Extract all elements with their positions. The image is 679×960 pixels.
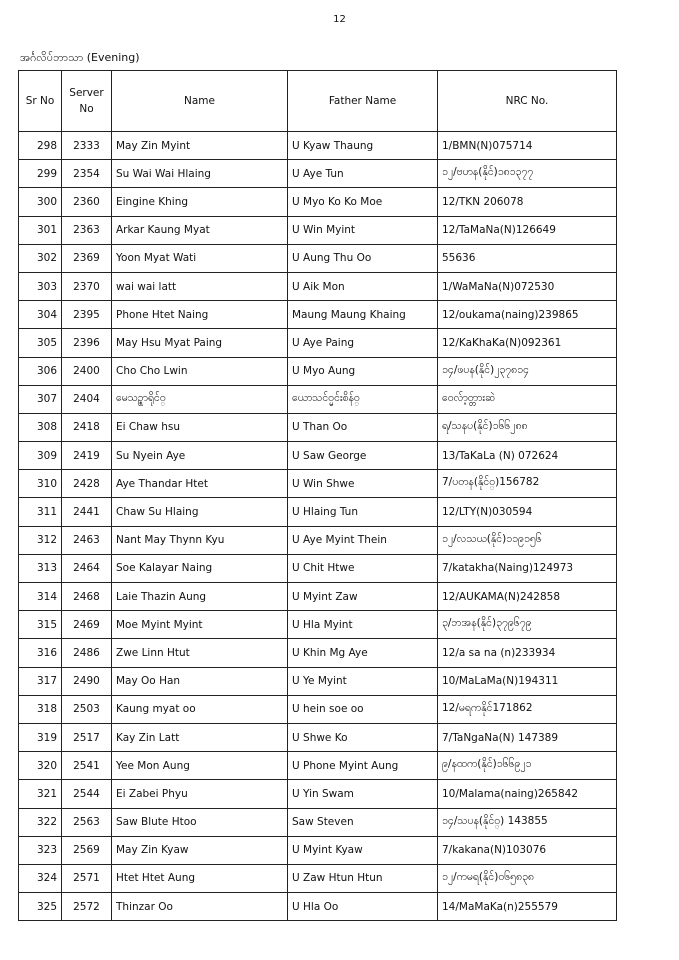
cell-server-no: 2333 (62, 132, 112, 160)
cell-name: wai wai latt (112, 272, 288, 300)
cell-name: မေသဉ္စာရိုင်ဝ္ (112, 385, 288, 413)
table-row (19, 893, 617, 921)
cell-sr-no: 318 (19, 695, 62, 723)
cell-server-no: 2517 (62, 723, 112, 751)
cell-nrc-no: 7/ပတန(နိုင်ဝ္)156782 (438, 470, 617, 498)
cell-nrc-no: ၁၂/လသယ(နိုင်)၁၁၉၁၅၆ (438, 526, 617, 554)
cell-nrc-no: ၁၄/သပန(နိုင်ဝ္) 143855 (438, 808, 617, 836)
cell-sr-no: 320 (19, 752, 62, 780)
cell-nrc-no: 14/MaMaKa(n)255579 (438, 893, 617, 921)
cell-sr-no: 299 (19, 160, 62, 188)
cell-sr-no: 307 (19, 385, 62, 413)
cell-nrc-no: 12/TaMaNa(N)126649 (438, 216, 617, 244)
cell-server-no: 2490 (62, 667, 112, 695)
cell-nrc-no: 7/TaNgaNa(N) 147389 (438, 723, 617, 751)
cell-name: Yee Mon Aung (112, 752, 288, 780)
table-row (19, 554, 617, 582)
table-row (19, 639, 617, 667)
cell-sr-no: 322 (19, 808, 62, 836)
cell-father-name: U Hlaing Tun (288, 498, 438, 526)
cell-father-name: U Aik Mon (288, 272, 438, 300)
cell-name: Nant May Thynn Kyu (112, 526, 288, 554)
cell-nrc-no: 10/Malama(naing)265842 (438, 780, 617, 808)
cell-server-no: 2503 (62, 695, 112, 723)
cell-server-no: 2563 (62, 808, 112, 836)
cell-name: Yoon Myat Wati (112, 244, 288, 272)
header-sr-no: Sr No (19, 71, 62, 132)
cell-name: Kaung myat oo (112, 695, 288, 723)
cell-nrc-no: 12/မရကနိုင်171862 (438, 695, 617, 723)
cell-nrc-no: 1/BMN(N)075714 (438, 132, 617, 160)
cell-server-no: 2469 (62, 611, 112, 639)
cell-sr-no: 304 (19, 301, 62, 329)
cell-sr-no: 313 (19, 554, 62, 582)
cell-sr-no: 303 (19, 272, 62, 300)
cell-name: Htet Htet Aung (112, 864, 288, 892)
cell-father-name: U Chit Htwe (288, 554, 438, 582)
cell-father-name: U Zaw Htun Htun (288, 864, 438, 892)
cell-sr-no: 325 (19, 893, 62, 921)
cell-server-no: 2464 (62, 554, 112, 582)
cell-server-no: 2396 (62, 329, 112, 357)
cell-sr-no: 301 (19, 216, 62, 244)
header-nrc-no: NRC No. (438, 71, 617, 132)
table-row (19, 526, 617, 554)
cell-name: Aye Thandar Htet (112, 470, 288, 498)
cell-server-no: 2541 (62, 752, 112, 780)
cell-name: Ei Chaw hsu (112, 413, 288, 441)
cell-name: Arkar Kaung Myat (112, 216, 288, 244)
cell-nrc-no: 7/kakana(N)103076 (438, 836, 617, 864)
cell-nrc-no: 12/LTY(N)030594 (438, 498, 617, 526)
cell-father-name: U Aye Tun (288, 160, 438, 188)
cell-server-no: 2360 (62, 188, 112, 216)
table-row (19, 752, 617, 780)
cell-server-no: 2441 (62, 498, 112, 526)
cell-sr-no: 319 (19, 723, 62, 751)
cell-father-name: U Hla Myint (288, 611, 438, 639)
cell-nrc-no: ၉/နထက(နိုင်)၁၆၆၉၂၁ (438, 752, 617, 780)
cell-name: Cho Cho Lwin (112, 357, 288, 385)
table-row (19, 808, 617, 836)
cell-server-no: 2370 (62, 272, 112, 300)
table-row (19, 836, 617, 864)
cell-father-name: U Myo Aung (288, 357, 438, 385)
cell-nrc-no: 12/oukama(naing)239865 (438, 301, 617, 329)
cell-father-name: U Khin Mg Aye (288, 639, 438, 667)
cell-name: May Oo Han (112, 667, 288, 695)
cell-sr-no: 308 (19, 413, 62, 441)
cell-sr-no: 305 (19, 329, 62, 357)
cell-server-no: 2544 (62, 780, 112, 808)
cell-nrc-no: 55636 (438, 244, 617, 272)
cell-name: Moe Myint Myint (112, 611, 288, 639)
cell-nrc-no: 7/katakha(Naing)124973 (438, 554, 617, 582)
cell-name: Eingine Khing (112, 188, 288, 216)
cell-father-name: U Yin Swam (288, 780, 438, 808)
cell-father-name: U Myint Kyaw (288, 836, 438, 864)
table-row (19, 498, 617, 526)
cell-sr-no: 323 (19, 836, 62, 864)
cell-father-name: U Kyaw Thaung (288, 132, 438, 160)
cell-father-name: U Myint Zaw (288, 583, 438, 611)
cell-name: May Zin Kyaw (112, 836, 288, 864)
cell-nrc-no: 12/AUKAMA(N)242858 (438, 583, 617, 611)
table-row (19, 160, 617, 188)
cell-father-name: U Phone Myint Aung (288, 752, 438, 780)
cell-name: May Zin Myint (112, 132, 288, 160)
table-row (19, 244, 617, 272)
cell-server-no: 2418 (62, 413, 112, 441)
cell-sr-no: 300 (19, 188, 62, 216)
cell-server-no: 2395 (62, 301, 112, 329)
cell-name: Su Nyein Aye (112, 442, 288, 470)
cell-nrc-no: 1/WaMaNa(N)072530 (438, 272, 617, 300)
cell-nrc-no: 12/TKN 206078 (438, 188, 617, 216)
cell-sr-no: 311 (19, 498, 62, 526)
cell-father-name: U Aye Paing (288, 329, 438, 357)
cell-father-name: U Ye Myint (288, 667, 438, 695)
cell-father-name: U Aye Myint Thein (288, 526, 438, 554)
table-row (19, 385, 617, 413)
table-row (19, 780, 617, 808)
cell-sr-no: 317 (19, 667, 62, 695)
cell-nrc-no: ၁၂/ကမရ(နိုင်)၀၆၅၈၃၈ (438, 864, 617, 892)
roster-table (18, 70, 617, 921)
cell-sr-no: 298 (19, 132, 62, 160)
cell-sr-no: 315 (19, 611, 62, 639)
cell-server-no: 2369 (62, 244, 112, 272)
cell-name: Chaw Su Hlaing (112, 498, 288, 526)
table-row (19, 301, 617, 329)
table-row (19, 272, 617, 300)
cell-father-name: U Than Oo (288, 413, 438, 441)
cell-server-no: 2463 (62, 526, 112, 554)
page-number: 12 (333, 14, 346, 25)
table-row (19, 667, 617, 695)
cell-server-no: 2354 (62, 160, 112, 188)
table-row (19, 611, 617, 639)
header-server-no: Server No (62, 71, 112, 132)
cell-nrc-no: 12/a sa na (n)233934 (438, 639, 617, 667)
cell-name: Saw Blute Htoo (112, 808, 288, 836)
cell-server-no: 2468 (62, 583, 112, 611)
cell-sr-no: 321 (19, 780, 62, 808)
table-row (19, 695, 617, 723)
cell-name: Thinzar Oo (112, 893, 288, 921)
cell-father-name: Saw Steven (288, 808, 438, 836)
table-row (19, 357, 617, 385)
table-row (19, 216, 617, 244)
cell-sr-no: 316 (19, 639, 62, 667)
cell-nrc-no: ၃/ဘအန(နိုင်)၃၇၉၆၇၉ (438, 611, 617, 639)
cell-name: Kay Zin Latt (112, 723, 288, 751)
cell-father-name: U Win Shwe (288, 470, 438, 498)
table-row (19, 864, 617, 892)
section-title: အင်္ဂလိပ်ဘာသာ (Evening) (20, 51, 140, 64)
cell-nrc-no: 12/KaKhaKa(N)092361 (438, 329, 617, 357)
cell-name: Laie Thazin Aung (112, 583, 288, 611)
cell-server-no: 2569 (62, 836, 112, 864)
cell-nrc-no: 10/MaLaMa(N)194311 (438, 667, 617, 695)
cell-father-name: U Win Myint (288, 216, 438, 244)
cell-sr-no: 310 (19, 470, 62, 498)
table-row (19, 188, 617, 216)
cell-server-no: 2419 (62, 442, 112, 470)
cell-nrc-no: 13/TaKaLa (N) 072624 (438, 442, 617, 470)
cell-server-no: 2572 (62, 893, 112, 921)
cell-name: May Hsu Myat Paing (112, 329, 288, 357)
cell-sr-no: 309 (19, 442, 62, 470)
cell-nrc-no: ဝေလ်ာ့တ္တားဆဲ (438, 385, 617, 413)
header-name: Name (112, 71, 288, 132)
table-body (19, 132, 617, 921)
cell-nrc-no: ၁၄/ဖပန(နိုင်)၂၃၇၈၁၄ (438, 357, 617, 385)
cell-name: Soe Kalayar Naing (112, 554, 288, 582)
cell-father-name: ယောသင်ဝ္မင်းစိန်ဝ္ (288, 385, 438, 413)
cell-sr-no: 302 (19, 244, 62, 272)
cell-sr-no: 314 (19, 583, 62, 611)
cell-name: Ei Zabei Phyu (112, 780, 288, 808)
cell-server-no: 2571 (62, 864, 112, 892)
table-row (19, 329, 617, 357)
cell-server-no: 2363 (62, 216, 112, 244)
cell-name: Phone Htet Naing (112, 301, 288, 329)
table-row (19, 470, 617, 498)
table-row (19, 583, 617, 611)
cell-father-name: U hein soe oo (288, 695, 438, 723)
cell-father-name: U Saw George (288, 442, 438, 470)
table-row (19, 723, 617, 751)
cell-server-no: 2404 (62, 385, 112, 413)
cell-father-name: Maung Maung Khaing (288, 301, 438, 329)
cell-server-no: 2400 (62, 357, 112, 385)
cell-father-name: U Shwe Ko (288, 723, 438, 751)
cell-father-name: U Aung Thu Oo (288, 244, 438, 272)
cell-nrc-no: ၁၂/ဗဟန(နိုင်)၁၈၁၃၇၇ (438, 160, 617, 188)
cell-sr-no: 306 (19, 357, 62, 385)
cell-server-no: 2486 (62, 639, 112, 667)
cell-sr-no: 324 (19, 864, 62, 892)
cell-name: Zwe Linn Htut (112, 639, 288, 667)
table-row (19, 413, 617, 441)
table-row (19, 132, 617, 160)
header-father-name: Father Name (288, 71, 438, 132)
table-row (19, 442, 617, 470)
cell-server-no: 2428 (62, 470, 112, 498)
cell-nrc-no: ရ/သနပ(နိုင်)၁၆၆၂၈၈ (438, 413, 617, 441)
cell-name: Su Wai Wai Hlaing (112, 160, 288, 188)
cell-father-name: U Myo Ko Ko Moe (288, 188, 438, 216)
table-header-row (19, 71, 617, 132)
cell-father-name: U Hla Oo (288, 893, 438, 921)
cell-sr-no: 312 (19, 526, 62, 554)
